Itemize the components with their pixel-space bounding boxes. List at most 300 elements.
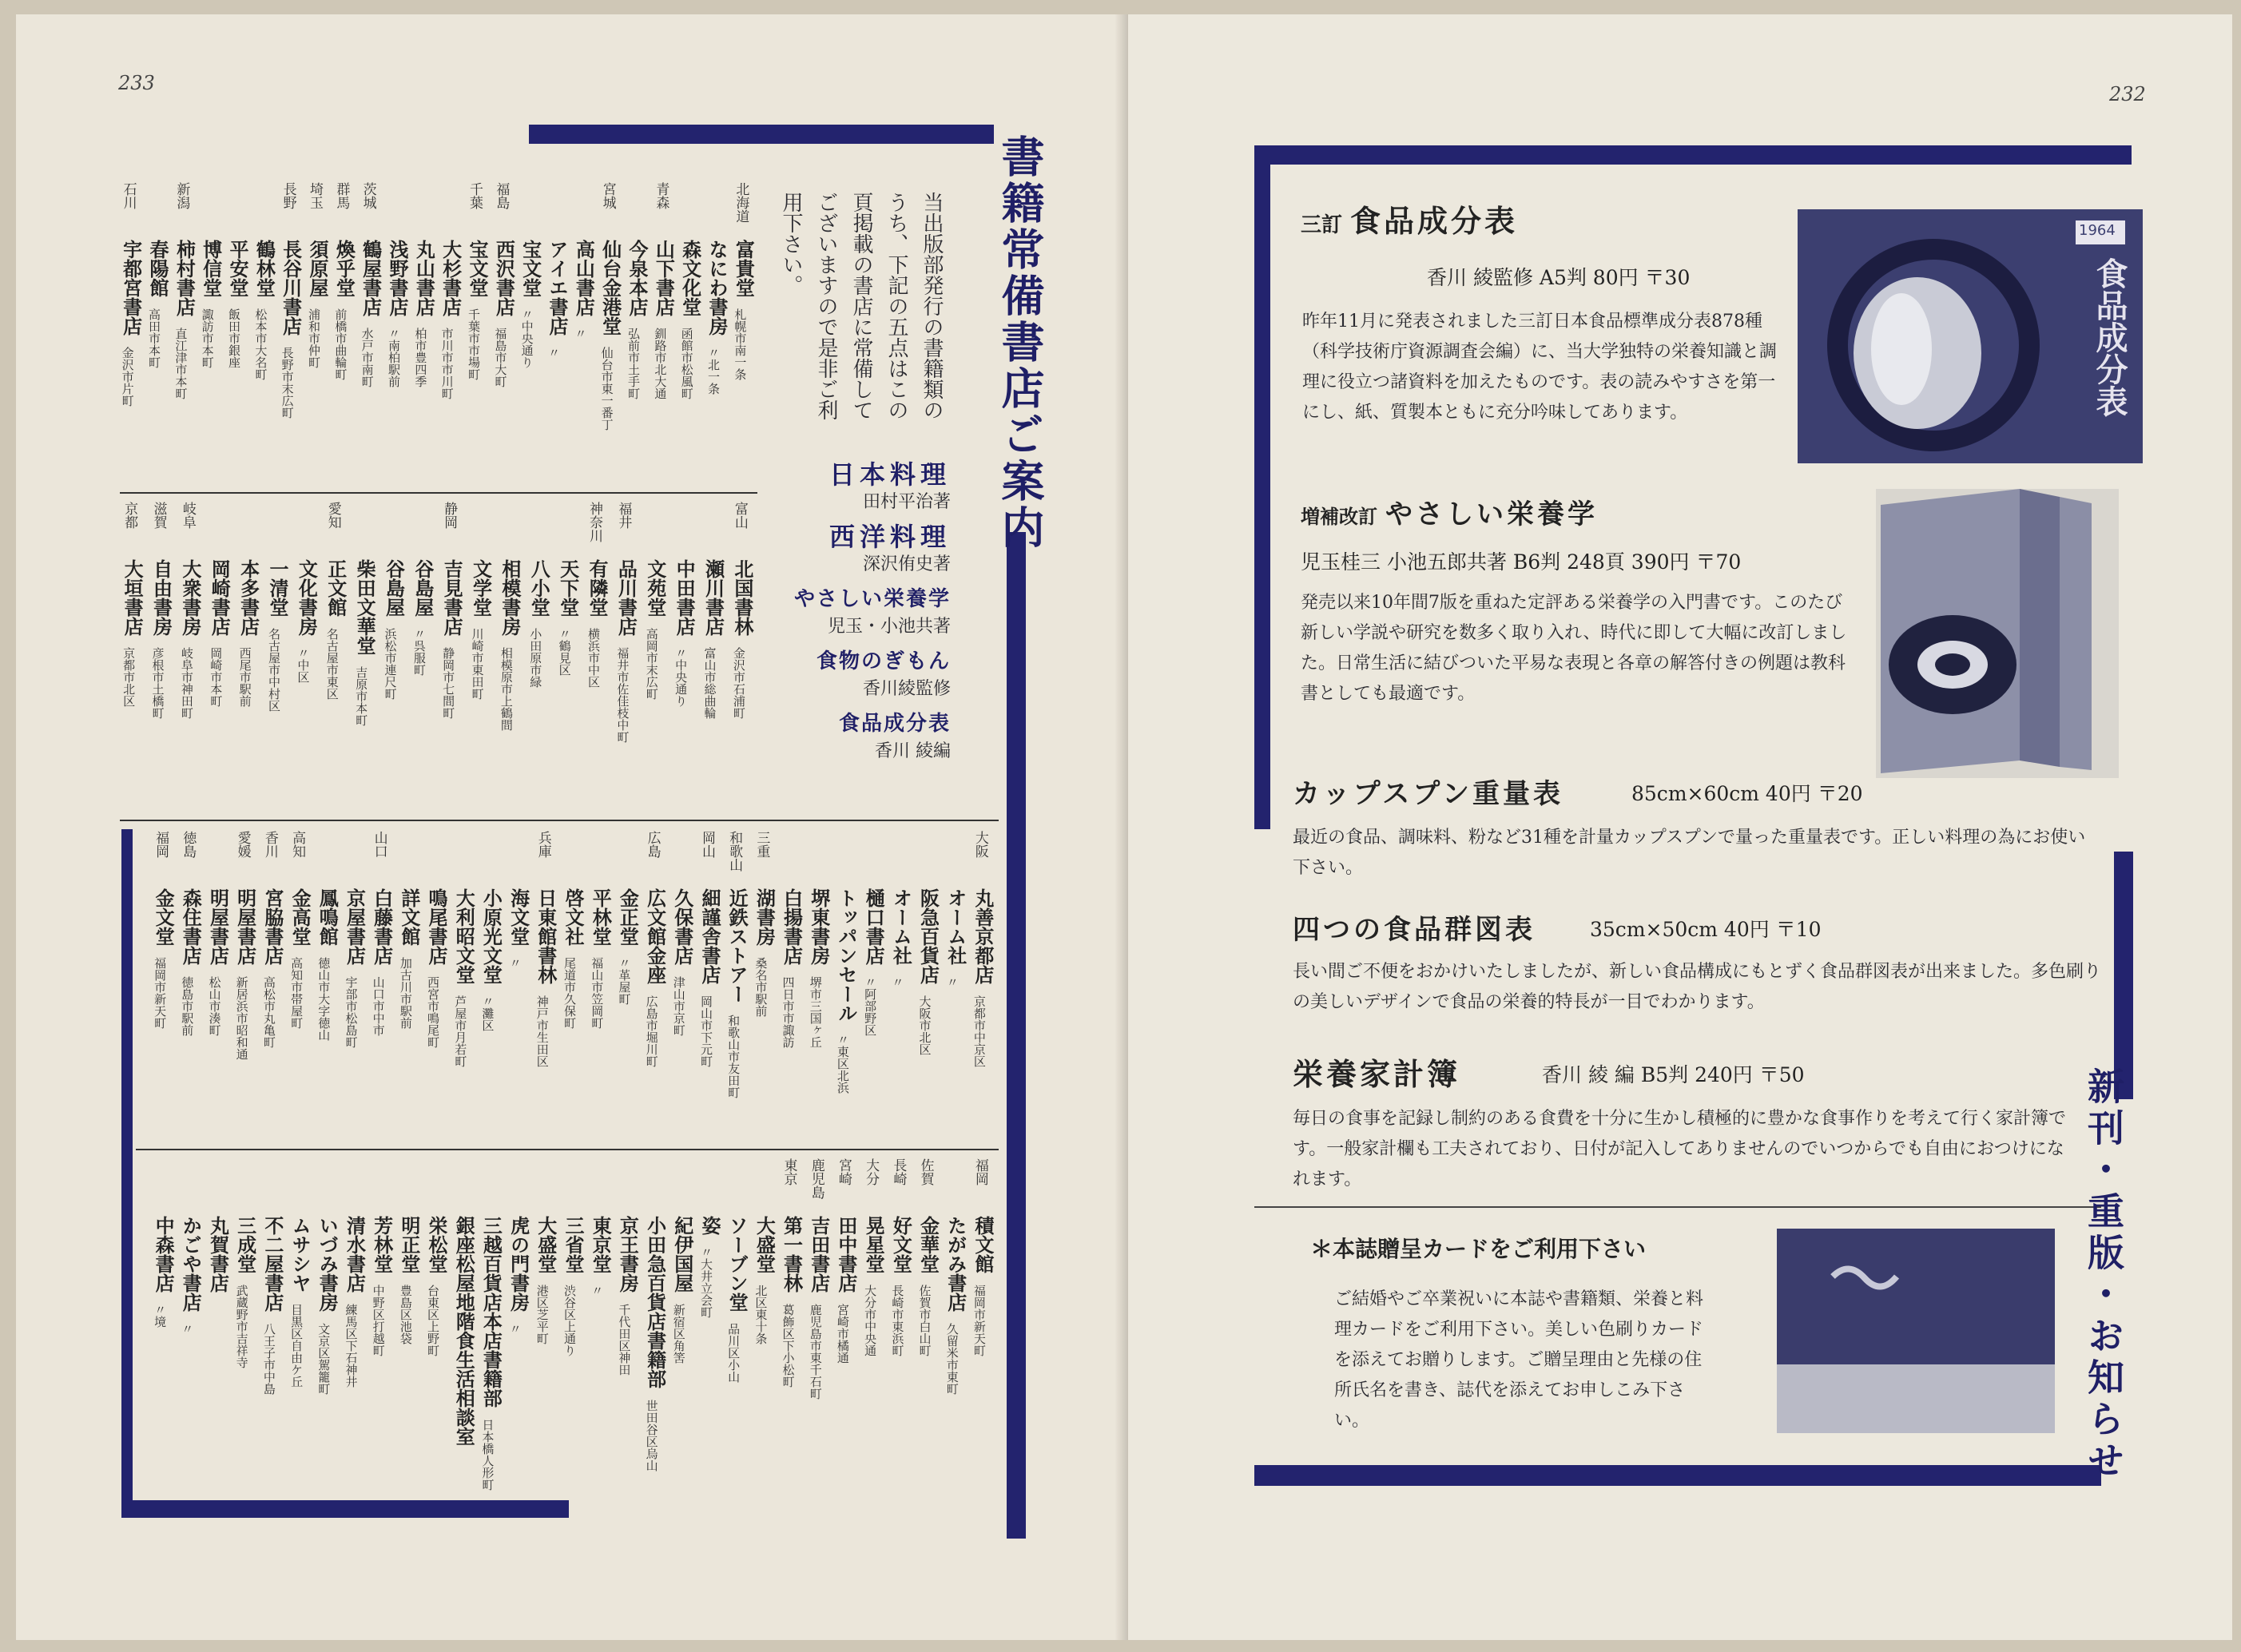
store-entry — [207, 1158, 232, 1304]
store-entry — [753, 1158, 779, 1344]
store-prefecture: 群馬 — [333, 182, 350, 209]
store-address: 〃 — [590, 1285, 605, 1297]
divider — [120, 820, 999, 821]
store-prefecture: 福岡 — [153, 831, 169, 858]
store-name: 不二屋書店 — [260, 1216, 284, 1312]
store-address: 函館市松風町 — [679, 328, 694, 399]
store-address: 世田谷区烏山 — [644, 1400, 659, 1471]
store-name: 本多書店 — [236, 559, 260, 636]
store-name: トッパンセール — [834, 888, 857, 1023]
store-entry — [262, 831, 288, 1048]
store-prefecture: 福岡 — [971, 1158, 988, 1185]
store-address: 〃大井立会町 — [698, 1246, 713, 1318]
store-address: 岡崎市本町 — [209, 647, 224, 707]
store-name: 大利昭文堂 — [452, 888, 475, 984]
store-name: 栄松堂 — [425, 1216, 448, 1273]
store-prefecture: 長野 — [280, 182, 296, 209]
store-address: 西宮市鳴尾町 — [426, 976, 441, 1048]
store-name: 高山書店 — [572, 240, 595, 316]
left-frame-bar — [1254, 145, 1270, 829]
product-title-food-groups — [1293, 907, 1536, 947]
store-name: 丸山書店 — [412, 240, 435, 316]
store-name: 大盛堂 — [753, 1216, 776, 1273]
store-name: 中森書店 — [152, 1216, 175, 1293]
store-name: 啓文社 — [562, 888, 584, 946]
store-entry — [706, 182, 732, 395]
store-name: 仙台金港堂 — [598, 240, 622, 336]
product-prefix: 増補改訂 — [1301, 506, 1377, 528]
store-prefecture: 徳島 — [180, 831, 197, 858]
store-prefecture: 千葉 — [467, 182, 483, 209]
store-address: 千葉市市場町 — [467, 308, 481, 380]
store-name: 広文館金座 — [643, 888, 666, 984]
store-entry — [383, 502, 408, 700]
store-address: 岡山市下元町 — [698, 995, 713, 1067]
food-composition-cover-image — [1798, 209, 2143, 463]
store-address: 鹿児島市東千石町 — [808, 1304, 823, 1400]
store-entry — [354, 502, 379, 726]
store-name: 谷島屋 — [411, 559, 434, 617]
store-name: なにわ書房 — [705, 240, 728, 336]
store-address: 新居浜市昭和通 — [234, 976, 249, 1060]
store-address: 金沢市片町 — [120, 347, 135, 407]
store-entry — [121, 502, 147, 707]
store-name: 鶴林堂 — [252, 240, 276, 297]
store-prefecture: 石川 — [120, 182, 137, 209]
store-address: 佐賀市白山町 — [917, 1285, 932, 1356]
store-name: アイエ書店 — [546, 240, 568, 336]
product-meta: 香川 綾 編 B5判 240円 〒50 — [1542, 1063, 1805, 1086]
store-name: いづみ書房 — [316, 1216, 339, 1312]
store-name: オーム社 — [889, 888, 912, 965]
store-entry — [235, 831, 260, 1060]
store-address: 〃 — [180, 1323, 195, 1335]
store-address: 徳島市駅前 — [180, 976, 195, 1036]
product-name: 四つの食品群図表 — [1293, 914, 1536, 946]
store-name: 宮脇書店 — [260, 888, 284, 965]
store-prefecture: 大分 — [863, 1158, 880, 1185]
store-address: 〃 — [507, 1323, 523, 1335]
book-title: 食物のぎもん — [816, 649, 951, 673]
store-name: 柿村書店 — [173, 240, 196, 316]
store-name: かごや書店 — [179, 1216, 202, 1312]
store-name: 鶴屋書店 — [359, 240, 382, 316]
store-name: 京王書房 — [616, 1216, 639, 1293]
store-entry — [535, 831, 561, 1067]
store-address: 加古川市駅前 — [398, 957, 413, 1029]
store-entry — [562, 831, 588, 1029]
store-address: 高知市帯屋町 — [289, 957, 304, 1029]
store-prefecture: 東京 — [781, 1158, 797, 1185]
store-entry — [836, 1158, 861, 1364]
store-entry — [316, 831, 342, 1041]
store-entry — [151, 502, 177, 719]
store-address: 高岡市末広町 — [644, 628, 659, 700]
store-name: 紀伊国屋 — [670, 1216, 693, 1293]
left-page — [16, 14, 1128, 1640]
store-entry — [699, 1158, 725, 1318]
gift-card-title: ＊本誌贈呈カードをご利用下さい — [1310, 1236, 1647, 1262]
store-address: 宇部市松島町 — [344, 976, 359, 1048]
store-entry — [344, 1158, 369, 1388]
store-entry — [945, 831, 971, 988]
store-name: 近鉄ストアー — [725, 888, 749, 1003]
divider — [120, 492, 757, 494]
store-entry — [645, 502, 670, 700]
store-entry — [180, 1158, 205, 1335]
store-entry — [253, 182, 279, 380]
store-entry — [399, 1158, 424, 1344]
store-name: 煥乎堂 — [332, 240, 356, 297]
store-entry — [733, 182, 758, 380]
store-name: オーム社 — [944, 888, 967, 965]
store-entry — [573, 182, 598, 340]
store-name: 中田書店 — [673, 559, 696, 636]
store-address: 品川区小山 — [726, 1323, 741, 1383]
store-entry — [535, 1158, 561, 1344]
store-entry — [617, 1158, 642, 1376]
right-frame-bar — [2114, 852, 2133, 1099]
bottom-frame-bar — [1254, 1465, 2101, 1486]
store-entry — [180, 502, 205, 719]
store-address: 〃 — [573, 328, 588, 340]
product-meta: 35cm×50cm 40円 〒10 — [1590, 918, 1822, 941]
store-prefecture: 福島 — [493, 182, 510, 209]
store-entry — [890, 831, 916, 988]
store-entry — [972, 831, 998, 1067]
store-entry — [180, 831, 205, 1036]
store-address: 札幌市南一条 — [733, 308, 748, 380]
product-description: 最近の食品、調味料、粉など31種を計量カップスプンで量った重量表です。正しい料理の為にお使い下さい。 — [1293, 828, 2086, 878]
store-name: 金文堂 — [152, 888, 175, 946]
store-entry — [238, 502, 264, 707]
store-address: 日本橋人形町 — [480, 1419, 495, 1491]
product-name: カップスプン重量表 — [1293, 778, 1564, 810]
store-address: 新宿区角筈 — [671, 1304, 686, 1364]
store-prefecture: 富山 — [731, 502, 748, 529]
store-name: 博信堂 — [199, 240, 222, 297]
product-title-nutrition — [1301, 492, 1598, 531]
store-address: 豊島区池袋 — [398, 1285, 413, 1344]
store-address: 金沢市石浦町 — [731, 647, 746, 719]
store-name: 須原屋 — [306, 240, 328, 297]
store-name: 堺東書房 — [807, 888, 830, 965]
store-address: 台東区上野町 — [426, 1285, 441, 1356]
store-name: 宝文堂 — [466, 240, 488, 297]
store-entry — [227, 182, 252, 368]
store-entry — [471, 502, 496, 700]
store-name: 岡崎書店 — [208, 559, 231, 636]
store-address: 長崎市東浜町 — [890, 1285, 905, 1356]
store-prefecture: 茨城 — [360, 182, 376, 209]
store-prefecture: 三重 — [753, 831, 770, 858]
store-address: 浜松市連尺町 — [383, 628, 398, 700]
store-address: 堺市三国ヶ丘 — [808, 976, 823, 1048]
store-address: 水戸市南町 — [360, 328, 375, 387]
store-address: 名古屋市中村区 — [267, 628, 281, 712]
store-address: 中野区打越町 — [371, 1285, 386, 1356]
store-name: 銀座松屋地階食生活相談室 — [452, 1216, 475, 1446]
store-name: 吉見書店 — [440, 559, 463, 636]
store-address: 彦根市土橋町 — [150, 647, 165, 719]
store-address: 神戸市生田区 — [534, 995, 550, 1067]
store-prefecture: 青森 — [653, 182, 670, 209]
store-entry — [153, 831, 178, 1029]
store-address: 弘前市土手町 — [626, 328, 641, 399]
store-name: たがみ書店 — [944, 1216, 967, 1312]
store-prefecture: 愛知 — [324, 502, 341, 529]
store-entry — [453, 831, 479, 1067]
store-entry — [600, 182, 626, 431]
store-entry — [702, 502, 728, 719]
book-author: 香川 綾編 — [875, 741, 951, 761]
store-name: ムサシヤ — [288, 1216, 312, 1293]
store-name: 八小堂 — [527, 559, 550, 617]
store-name: 白揚書店 — [780, 888, 803, 965]
store-address: 〃灘区 — [480, 995, 495, 1031]
store-name: 芳林堂 — [370, 1216, 393, 1273]
store-name: 文苑堂 — [643, 559, 666, 617]
store-prefecture: 和歌山 — [726, 831, 743, 872]
store-address: 市川市市川町 — [439, 328, 455, 399]
store-address: 長野市末広町 — [280, 347, 295, 419]
store-address: 松本市大名町 — [253, 308, 268, 380]
store-entry — [809, 1158, 834, 1400]
store-name: 積文館 — [971, 1216, 994, 1273]
store-address: 京都市中京区 — [971, 995, 987, 1067]
store-name: 海文堂 — [507, 888, 530, 946]
store-prefecture: 宮崎 — [835, 1158, 852, 1185]
gift-card-illustration — [1777, 1229, 2055, 1433]
store-address: 八王子市中島 — [261, 1323, 276, 1395]
store-address: 葛飾区下小松町 — [781, 1304, 796, 1388]
store-prefecture: 埼玉 — [307, 182, 323, 209]
store-entry — [528, 502, 554, 688]
right-page — [1128, 14, 2232, 1640]
store-name: 三越百貨店本店書籍部 — [479, 1216, 503, 1408]
store-name: 好文堂 — [889, 1216, 912, 1273]
product-meta: 児玉桂三 小池五郎共著 B6判 248頁 390円 〒70 — [1301, 550, 1742, 574]
store-entry — [296, 502, 321, 683]
store-prefecture: 新潟 — [173, 182, 190, 209]
store-address: 〃革屋町 — [617, 957, 632, 1005]
store-entry — [440, 182, 466, 399]
top-frame-bar — [1254, 145, 2132, 165]
store-name: 丸善京都店 — [971, 888, 994, 984]
store-entry — [207, 831, 232, 1036]
nutrition-book-image — [1876, 489, 2119, 778]
store-name: 久保書店 — [670, 888, 693, 965]
store-entry — [945, 1158, 971, 1395]
store-name: 天下堂 — [556, 559, 579, 617]
store-entry — [562, 1158, 588, 1356]
store-address: 宮崎市橘通 — [835, 1304, 850, 1364]
store-name: 細謹舎書店 — [697, 888, 721, 984]
store-name: 東京堂 — [589, 1216, 612, 1273]
store-name: 金高堂 — [288, 888, 312, 946]
store-entry — [344, 831, 369, 1048]
store-name: 明正堂 — [397, 1216, 420, 1273]
store-name: 明屋書店 — [233, 888, 256, 965]
product-prefix: 三訂 — [1301, 213, 1343, 237]
store-name: 自由書房 — [149, 559, 173, 636]
store-entry — [412, 502, 438, 676]
store-entry — [493, 182, 519, 387]
store-entry — [480, 831, 506, 1031]
product-title-cup-spoon — [1293, 772, 1564, 811]
store-name: 森住書店 — [179, 888, 202, 965]
store-entry — [726, 831, 752, 1098]
product-meta: 85cm×60cm 40円 〒20 — [1631, 782, 1863, 805]
store-address: 四日市市諏訪 — [781, 976, 796, 1048]
store-entry — [441, 502, 467, 719]
store-entry — [499, 502, 525, 731]
store-name: 今泉本店 — [626, 240, 648, 316]
store-name: 宝文堂 — [519, 240, 542, 297]
store-name: 鳳鳴館 — [316, 888, 339, 946]
store-name: 富貴堂 — [732, 240, 755, 297]
store-address: 大分市中央通 — [863, 1285, 878, 1356]
store-entry — [289, 1158, 315, 1388]
store-entry — [316, 1158, 342, 1395]
store-address: 福山市笠岡町 — [590, 957, 605, 1029]
store-address: 練馬区下石神井 — [344, 1304, 359, 1388]
store-entry — [918, 1158, 944, 1356]
store-entry — [699, 831, 725, 1067]
store-address: 福井市佐佳枝中町 — [615, 647, 630, 743]
book-author: 児玉・小池共著 — [827, 617, 951, 637]
store-entry — [626, 182, 652, 399]
store-name: 長谷川書店 — [279, 240, 302, 336]
store-entry — [680, 182, 705, 399]
store-prefecture: 広島 — [644, 831, 661, 858]
store-name: 柴田文華堂 — [353, 559, 376, 655]
store-entry — [413, 182, 439, 387]
store-entry — [453, 1158, 479, 1457]
store-name: 清水書店 — [343, 1216, 366, 1293]
store-prefecture: 神奈川 — [586, 502, 602, 542]
store-address: 〃呉服町 — [411, 628, 427, 676]
store-address: 〃東区北浜 — [835, 1034, 850, 1094]
store-prefecture: 兵庫 — [534, 831, 551, 858]
product-name: 食品成分表 — [1350, 204, 1519, 239]
store-entry — [617, 831, 642, 1005]
store-address: 港区芝平町 — [534, 1285, 550, 1344]
store-name: 一清堂 — [266, 559, 288, 617]
store-entry — [672, 1158, 697, 1364]
store-intro-text: 当出版部発行の書籍類のうち、下記の五点はこの頁掲載の書店に常備してございますので是非ご利用下さい。 — [779, 192, 944, 420]
store-name: 谷島屋 — [382, 559, 405, 617]
store-address: 文京区駕籠町 — [316, 1323, 332, 1395]
cover-title: 食品成分表 — [2091, 257, 2128, 417]
store-entry — [590, 1158, 615, 1297]
store-prefecture: 大阪 — [971, 831, 988, 858]
store-address: 京都市北区 — [121, 647, 137, 707]
store-prefecture: 佐賀 — [917, 1158, 934, 1185]
store-block-chubu — [120, 502, 759, 813]
store-name: 森文化堂 — [678, 240, 701, 316]
product-title-food-composition — [1301, 197, 1518, 240]
store-name: 三省堂 — [562, 1216, 584, 1273]
gift-card-description: ご結婚やご卒業祝いに本誌や書籍類、栄養と料理カードをご利用下さい。美しい色刷りカードを添えてお贈りします。ご贈呈理由と先様の住所氏名を書き、誌代を添えてお申しこみ下さい。 — [1334, 1289, 1704, 1431]
store-address: 〃境 — [153, 1304, 168, 1328]
store-name: 第一書林 — [780, 1216, 803, 1293]
store-entry — [753, 831, 779, 1017]
store-address: 山口市中市 — [371, 976, 386, 1036]
store-address: 福岡市新天町 — [971, 1285, 987, 1356]
store-prefecture: 鹿児島 — [808, 1158, 824, 1199]
store-address: 福島市大町 — [493, 328, 508, 387]
product-description: 長い間ご不便をおかけいたしましたが、新しい食品構成にもとずく食品群図表が出来ました。多色刷りの美しいデザインで食品の栄養的特長が一目でわかります。 — [1293, 962, 2102, 1012]
cover-year: 1964 — [2079, 222, 2116, 239]
store-name: 晃星堂 — [862, 1216, 885, 1273]
store-name: 姿 — [697, 1216, 721, 1235]
store-address: 徳山市大字徳山 — [316, 957, 332, 1041]
store-entry — [972, 1158, 998, 1356]
store-entry — [520, 182, 546, 368]
gift-card-image — [1777, 1229, 2055, 1433]
store-name: 大杉書店 — [439, 240, 462, 316]
store-address: 〃南柏駅前 — [387, 328, 401, 387]
product-name: 栄養家計簿 — [1293, 1057, 1461, 1092]
store-prefecture: 愛媛 — [234, 831, 251, 858]
store-entry — [426, 1158, 451, 1356]
store-entry — [673, 502, 699, 707]
store-address: 仙台市東一番丁 — [599, 347, 614, 431]
store-address: 前橋市曲輪町 — [333, 308, 348, 380]
store-name: 大衆書房 — [178, 559, 201, 636]
store-entry — [615, 502, 641, 743]
book-stack-illustration — [1876, 489, 2119, 778]
store-entry — [672, 831, 697, 1036]
store-entry — [546, 182, 572, 359]
store-address: 津山市京町 — [671, 976, 686, 1036]
store-address: 富山市総曲輪 — [702, 647, 717, 719]
bottom-rule-bar — [121, 1500, 569, 1518]
store-address: 大阪市北区 — [917, 995, 932, 1055]
store-entry — [372, 1158, 397, 1356]
store-address: 渋谷区上通り — [562, 1285, 577, 1356]
store-prefecture: 滋賀 — [150, 502, 167, 529]
store-name: 金正堂 — [616, 888, 639, 946]
store-address: 吉原市本町 — [354, 666, 369, 726]
store-block-hokkaido-tohoku-kanto — [120, 182, 759, 486]
store-entry — [201, 182, 226, 368]
store-address: 桑名市駅前 — [753, 957, 769, 1017]
store-entry — [732, 502, 757, 719]
store-address: 千代田区神田 — [617, 1304, 632, 1376]
store-address: 北区東十条 — [753, 1285, 769, 1344]
store-name: 浅野書店 — [386, 240, 408, 316]
featured-books — [783, 459, 951, 770]
store-address: 静岡市七間町 — [441, 647, 456, 719]
store-entry — [333, 182, 359, 380]
store-address: 〃中央通り — [519, 308, 534, 368]
store-entry — [586, 502, 612, 688]
store-name: 平安堂 — [226, 240, 248, 297]
store-name: 正文館 — [324, 559, 347, 617]
store-address: 福岡市新天町 — [153, 957, 168, 1029]
store-name: 文学堂 — [469, 559, 492, 617]
page-number-left: 233 — [118, 72, 155, 94]
store-entry — [590, 831, 615, 1029]
store-address: 〃 — [507, 957, 523, 969]
store-entry — [781, 831, 807, 1048]
store-entry — [508, 831, 534, 969]
store-name: 宇都宮書店 — [119, 240, 142, 336]
store-name: 白藤書店 — [370, 888, 393, 965]
store-name: 小原光文堂 — [479, 888, 503, 984]
